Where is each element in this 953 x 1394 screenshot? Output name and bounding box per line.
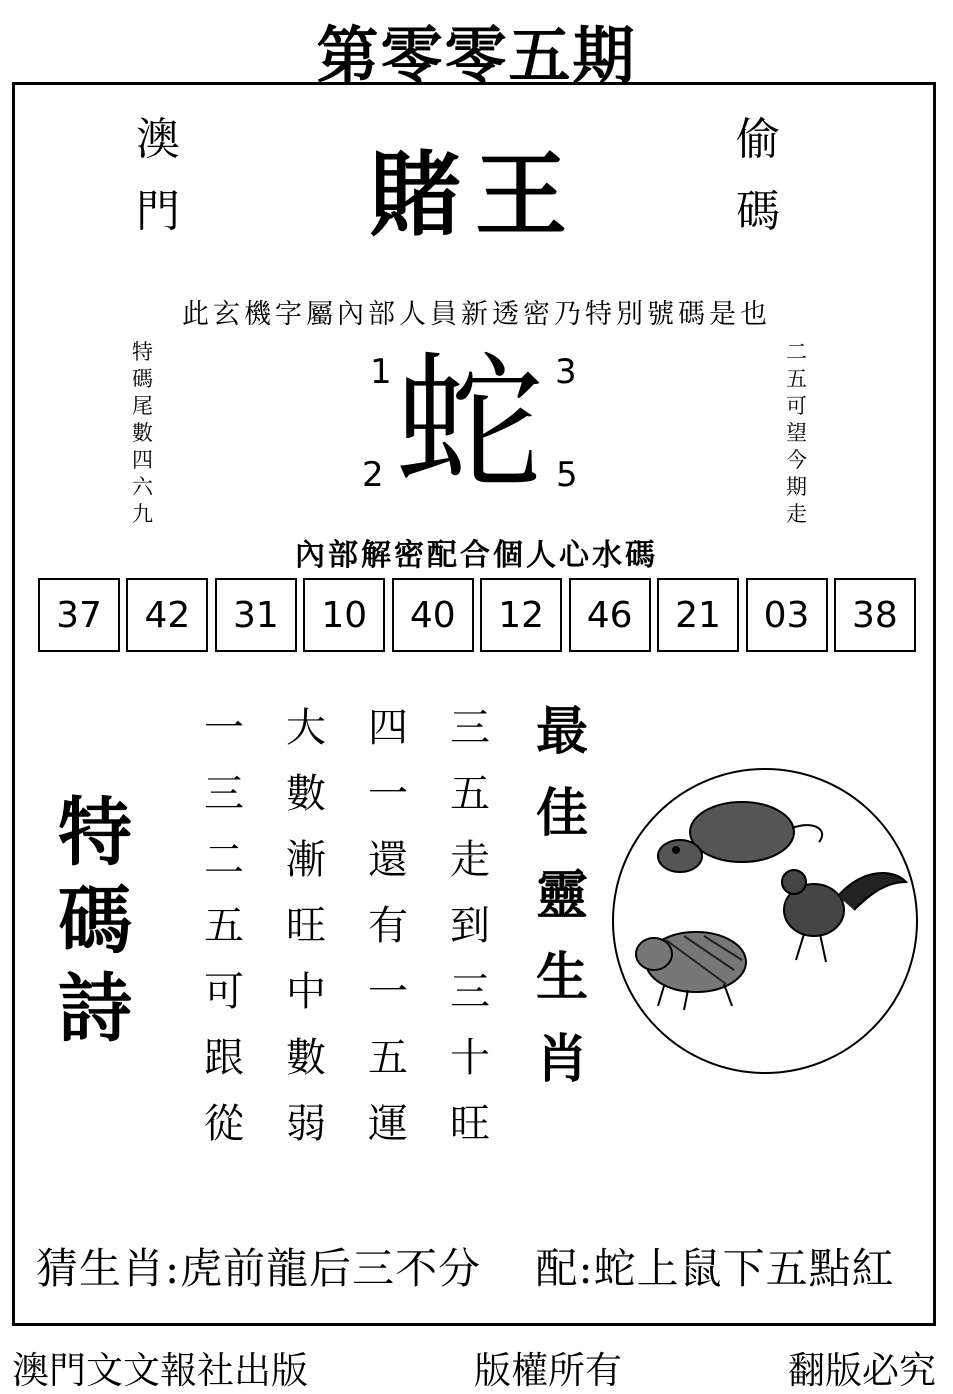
poem-char: 一 bbox=[204, 705, 244, 751]
issue-title: 第零零五期 bbox=[316, 19, 637, 92]
hint-right-char: 望 bbox=[786, 421, 807, 445]
poem-char: 可 bbox=[204, 969, 244, 1015]
poem-char: 旺 bbox=[286, 903, 326, 949]
poem-column bbox=[286, 705, 326, 1147]
number-box: 46 bbox=[569, 578, 651, 652]
zodiac-pair-text: 配:蛇上鼠下五點紅 bbox=[535, 1244, 895, 1293]
zodiac-label-vertical bbox=[536, 701, 589, 1090]
poem-char: 三 bbox=[450, 969, 490, 1015]
brand-right-vertical bbox=[736, 114, 780, 237]
number-box: 37 bbox=[38, 578, 120, 652]
poem-column bbox=[204, 705, 244, 1147]
brand-left-vertical bbox=[136, 114, 180, 237]
corner-number-top-left: 1 bbox=[370, 352, 392, 392]
number-box: 10 bbox=[303, 578, 385, 652]
numbers-row bbox=[38, 578, 916, 654]
corner-number-top-right: 3 bbox=[555, 352, 577, 392]
hint-left-vertical bbox=[132, 342, 153, 525]
number-box: 21 bbox=[657, 578, 739, 652]
brand-left-char: 澳 bbox=[136, 114, 180, 165]
brand-right-char: 碼 bbox=[736, 186, 780, 237]
hint-left-char: 碼 bbox=[132, 367, 153, 391]
rooster-icon bbox=[782, 870, 906, 962]
reprint-notice-text: 翻版必究 bbox=[788, 1349, 936, 1392]
zodiac-illustration bbox=[612, 768, 918, 1074]
hint-right-vertical bbox=[786, 342, 807, 525]
numbers-heading: 內部解密配合個人心水碼 bbox=[295, 538, 658, 573]
number-box: 38 bbox=[834, 578, 916, 652]
poem-char: 一 bbox=[368, 969, 408, 1015]
poem-title-char: 碼 bbox=[58, 878, 132, 964]
zodiac-label-char: 肖 bbox=[536, 1029, 589, 1090]
zodiac-label-char: 靈 bbox=[536, 865, 589, 926]
poem-char: 數 bbox=[286, 1035, 326, 1081]
hint-right-char: 可 bbox=[786, 394, 807, 418]
poem-char: 漸 bbox=[286, 837, 326, 883]
intro-text: 此玄機字屬內部人員新透密乃特別號碼是也 bbox=[182, 299, 771, 330]
footer bbox=[12, 1340, 936, 1394]
hint-left-char: 數 bbox=[132, 421, 153, 445]
bottom-line bbox=[36, 1236, 895, 1296]
hint-left-char: 六 bbox=[132, 475, 153, 499]
poem-column bbox=[368, 705, 408, 1147]
hint-right-char: 期 bbox=[786, 475, 807, 499]
poem-char: 數 bbox=[286, 771, 326, 817]
zodiac-label-char: 佳 bbox=[536, 783, 589, 844]
hint-right-char: 今 bbox=[786, 448, 807, 472]
poem-char: 三 bbox=[450, 705, 490, 751]
poem-char: 有 bbox=[368, 903, 408, 949]
poem-char: 走 bbox=[450, 837, 490, 883]
hint-left-char: 特 bbox=[132, 340, 153, 364]
hint-left-char: 尾 bbox=[132, 394, 153, 418]
poem-char: 四 bbox=[368, 705, 408, 751]
poem-char: 弱 bbox=[286, 1101, 326, 1147]
zodiac-label-char: 最 bbox=[536, 701, 589, 762]
publisher-text: 澳門文文報社出版 bbox=[12, 1349, 308, 1392]
poem-char: 五 bbox=[450, 771, 490, 817]
brand-right-char: 偷 bbox=[736, 114, 780, 165]
corner-number-bottom-right: 5 bbox=[556, 455, 578, 495]
hint-left-char: 九 bbox=[132, 502, 153, 526]
number-box: 40 bbox=[392, 578, 474, 652]
poem-title-vertical bbox=[58, 790, 132, 1052]
poem-char: 到 bbox=[450, 903, 490, 949]
number-box: 42 bbox=[126, 578, 208, 652]
poem-char: 從 bbox=[204, 1101, 244, 1147]
hint-right-char: 走 bbox=[786, 502, 807, 526]
tiger-icon bbox=[636, 932, 746, 1010]
poem-char: 大 bbox=[286, 705, 326, 751]
poem-title-char: 詩 bbox=[58, 966, 132, 1052]
poem-char: 跟 bbox=[204, 1035, 244, 1081]
poem-title-char: 特 bbox=[58, 790, 132, 876]
number-box: 31 bbox=[215, 578, 297, 652]
poem-char: 二 bbox=[204, 837, 244, 883]
number-box: 03 bbox=[746, 578, 828, 652]
zodiac-label-char: 生 bbox=[536, 947, 589, 1008]
hint-left-char: 四 bbox=[132, 448, 153, 472]
hint-right-char: 五 bbox=[786, 367, 807, 391]
poem-char: 五 bbox=[368, 1035, 408, 1081]
featured-character: 蛇 bbox=[395, 338, 543, 510]
poem-char: 中 bbox=[286, 969, 326, 1015]
poem-char: 一 bbox=[368, 771, 408, 817]
poem-char: 運 bbox=[368, 1101, 408, 1147]
poem-char: 旺 bbox=[450, 1101, 490, 1147]
corner-number-bottom-left: 2 bbox=[362, 455, 384, 495]
poem-char: 還 bbox=[368, 837, 408, 883]
hint-right-char: 二 bbox=[786, 340, 807, 364]
poem-column bbox=[450, 705, 490, 1147]
main-title: 賭王 bbox=[368, 142, 581, 249]
poem-char: 五 bbox=[204, 903, 244, 949]
rights-text: 版權所有 bbox=[474, 1349, 622, 1392]
number-box: 12 bbox=[480, 578, 562, 652]
poem-char: 十 bbox=[450, 1035, 490, 1081]
brand-left-char: 門 bbox=[136, 186, 180, 237]
poem-char: 三 bbox=[204, 771, 244, 817]
rat-icon bbox=[658, 802, 822, 872]
zodiac-guess-text: 猜生肖:虎前龍后三不分 bbox=[36, 1244, 482, 1293]
